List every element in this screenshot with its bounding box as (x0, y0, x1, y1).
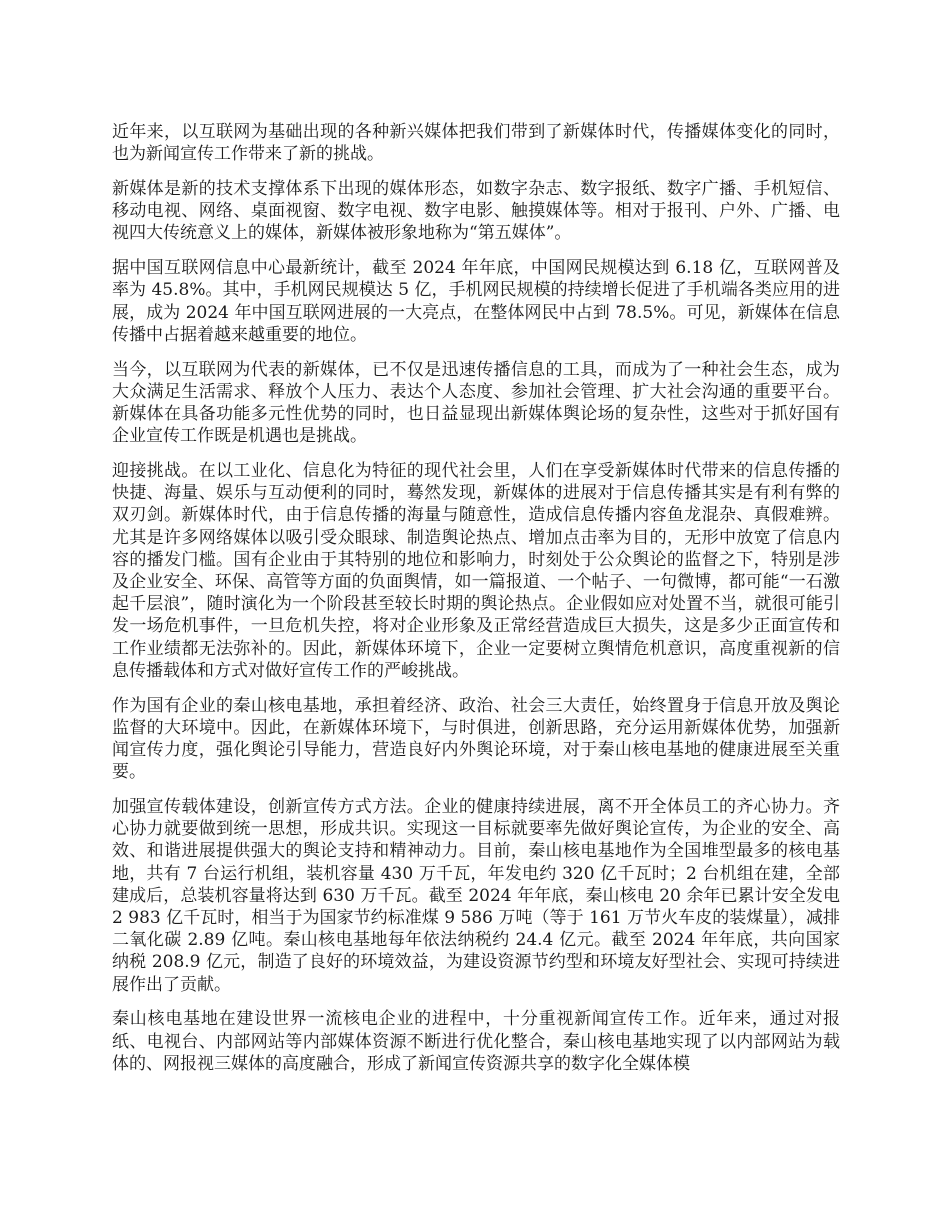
paragraph-3: 据中国互联网信息中心最新统计，截至 2024 年年底，中国网民规模达到 6.18 亿，互联网普及率为 45.8%。其中，手机网民规模达 5 亿，手机网民规模的持续增长促进了手机端各类应用的进展，成为 2024 年中国互联网进展的一大亮点，在整体网民中占到 78.5%。可见，新媒体在信息传播中占据着越来越重要的地位。 (112, 258, 840, 345)
paragraph-8: 秦山核电基地在建设世界一流核电企业的进程中，十分重视新闻宣传工作。近年来，通过对报纸、电视台、内部网站等内部媒体资源不断进行优化整合，秦山核电基地实现了以内部网站为载体的、网报视三媒体的高度融合，形成了新闻宣传资源共享的数字化全媒体模 (112, 1009, 840, 1074)
paragraph-2: 新媒体是新的技术支撑体系下出现的媒体形态，如数字杂志、数字报纸、数字广播、手机短信、移动电视、网络、桌面视窗、数字电视、数字电影、触摸媒体等。相对于报刊、户外、广播、电视四大传统意义上的媒体，新媒体被形象地称为“第五媒体”。 (112, 179, 840, 244)
paragraph-7: 加强宣传载体建设，创新宣传方式方法。企业的健康持续进展，离不开全体员工的齐心协力。齐心协力就要做到统一思想，形成共识。实现这一目标就要率先做好舆论宣传，为企业的安全、高效、和谐进展提供强大的舆论支持和精神动力。目前，秦山核电基地作为全国堆型最多的核电基地，共有 7 台运行机组，装机容量 430 万千瓦，年发电约 320 亿千瓦时；2 台机组在建，全部建成后，总装机容量将达到 630 万千瓦。截至 2024 年年底，秦山核电 20 余年已累计安全发电 2 983 亿千瓦时，相当于为国家节约标准煤 9 586 万吨（等于 161 万节火车皮的装煤量），减排二氧化碳 2.89 亿吨。秦山核电基地每年依法纳税约 24.4 亿元。截至 2024 年年底，共向国家纳税 208.9 亿元，制造了良好的环境效益，为建设资源节约型和环境友好型社会、实现可持续进展作出了贡献。 (112, 797, 840, 995)
document-body (112, 121, 840, 1088)
paragraph-1: 近年来，以互联网为基础出现的各种新兴媒体把我们带到了新媒体时代，传播媒体变化的同时，也为新闻宣传工作带来了新的挑战。 (112, 122, 840, 165)
paragraph-5: 迎接挑战。在以工业化、信息化为特征的现代社会里，人们在享受新媒体时代带来的信息传播的快捷、海量、娱乐与互动便利的同时，蓦然发现，新媒体的进展对于信息传播其实是有利有弊的双刃剑。新媒体时代，由于信息传播的海量与随意性，造成信息传播内容鱼龙混杂、真假难辨。尤其是许多网络媒体以吸引受众眼球、制造舆论热点、增加点击率为目的，无形中放宽了信息内容的播发门槛。国有企业由于其特别的地位和影响力，时刻处于公众舆论的监督之下，特别是涉及企业安全、环保、高管等方面的负面舆情，如一篇报道、一个帖子、一句微博，都可能“一石激起千层浪”，随时演化为一个阶段甚至较长时期的舆论热点。企业假如应对处置不当，就很可能引发一场危机事件，一旦危机失控，将对企业形象及正常经营造成巨大损失，这是多少正面宣传和工作业绩都无法弥补的。因此，新媒体环境下，企业一定要树立舆情危机意识，高度重视新的信息传播载体和方式对做好宣传工作的严峻挑战。 (112, 461, 840, 681)
paragraph-4: 当今，以互联网为代表的新媒体，已不仅是迅速传播信息的工具，而成为了一种社会生态，成为大众满足生活需求、释放个人压力、表达个人态度、参加社会管理、扩大社会沟通的重要平台。新媒体在具备功能多元性优势的同时，也日益显现出新媒体舆论场的复杂性，这些对于抓好国有企业宣传工作既是机遇也是挑战。 (112, 359, 840, 447)
paragraph-6: 作为国有企业的秦山核电基地，承担着经济、政治、社会三大责任，始终置身于信息开放及舆论监督的大环境中。因此，在新媒体环境下，与时俱进，创新思路，充分运用新媒体优势，加强新闻宣传力度，强化舆论引导能力，营造良好内外舆论环境，对于秦山核电基地的健康进展至关重要。 (112, 695, 840, 783)
